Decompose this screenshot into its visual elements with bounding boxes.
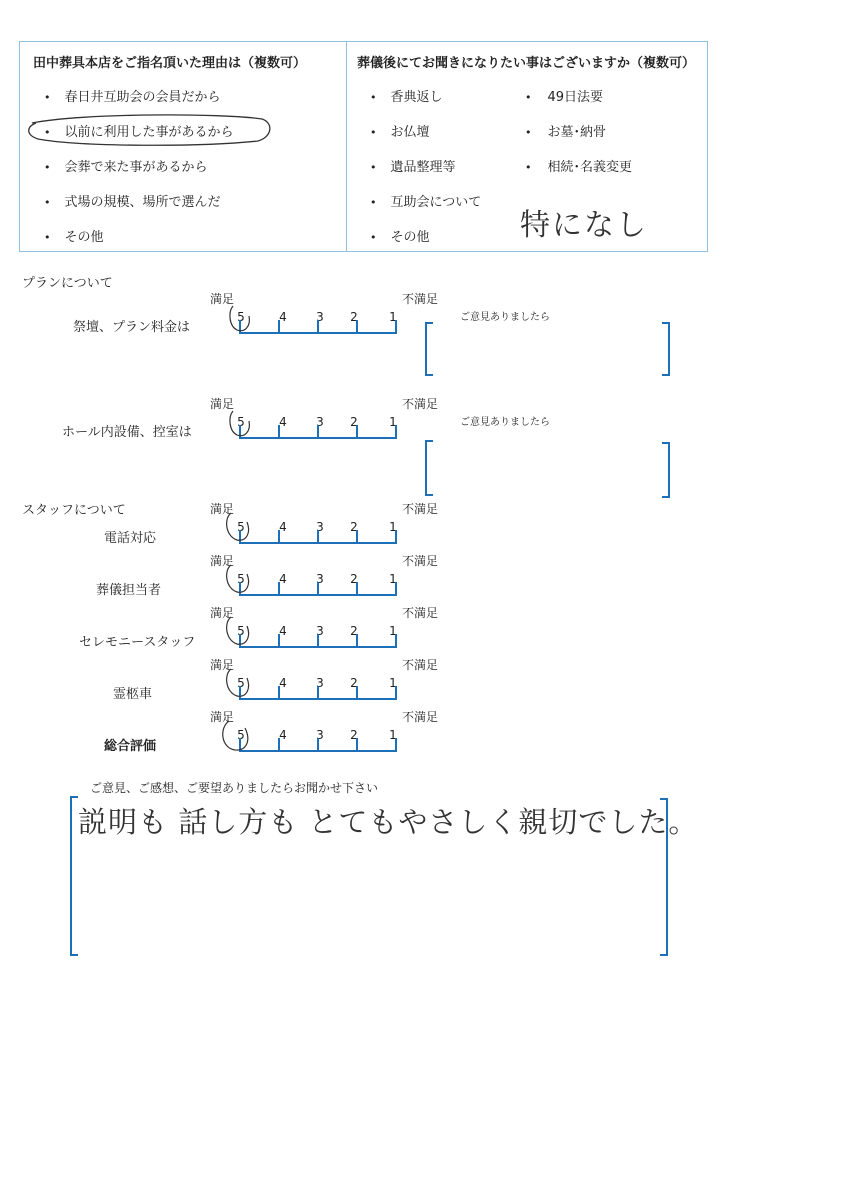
- unsatisfied-label: 不満足: [402, 502, 439, 516]
- comment-box-right[interactable]: [662, 442, 670, 498]
- after-funeral-option[interactable]: • その他: [370, 230, 430, 245]
- rating-scale[interactable]: [205, 290, 455, 360]
- feedback-label: ご意見、ご感想、ご要望ありましたらお聞かせ下さい: [90, 781, 379, 795]
- scale-tick: [395, 634, 397, 647]
- rating-5[interactable]: 5: [237, 520, 245, 534]
- scale-tick: [317, 582, 319, 595]
- reason-option[interactable]: • 春日井互助会の会員だから: [44, 90, 221, 105]
- staff-section-title: スタッフについて: [22, 503, 126, 518]
- comment-box-left[interactable]: [425, 322, 433, 376]
- scale-tick: [395, 738, 397, 751]
- satisfied-label: 満足: [210, 397, 235, 411]
- bullet-icon: •: [370, 231, 377, 244]
- bullet-icon: •: [44, 91, 51, 104]
- scale-tick: [278, 738, 280, 751]
- scale-tick: [317, 686, 319, 699]
- after-funeral-option[interactable]: • 香典返し: [370, 90, 443, 105]
- unsatisfied-label: 不満足: [402, 606, 439, 620]
- rating-5[interactable]: 5: [237, 310, 245, 324]
- reasons-heading: 田中葬具本店をご指名頂いた理由は（複数可）: [33, 56, 307, 71]
- scale-tick: [278, 425, 280, 438]
- rating-1[interactable]: 1: [389, 310, 397, 324]
- satisfied-label: 満足: [210, 658, 235, 672]
- rating-4[interactable]: 4: [279, 624, 287, 638]
- staff-item-label: 霊柩車: [113, 687, 153, 702]
- bullet-icon: •: [525, 91, 532, 104]
- scale-tick: [317, 738, 319, 751]
- plan-item-label: 祭壇、プラン料金は: [73, 320, 191, 335]
- comment-box-left[interactable]: [425, 440, 433, 496]
- bullet-icon: •: [44, 231, 51, 244]
- satisfied-label: 満足: [210, 606, 235, 620]
- rating-4[interactable]: 4: [279, 415, 287, 429]
- staff-item-label: 葬儀担当者: [96, 583, 162, 598]
- scale-tick: [356, 634, 358, 647]
- plan-item-label: ホール内設備、控室は: [62, 425, 192, 440]
- bullet-icon: •: [44, 196, 51, 209]
- plan-section-title: プランについて: [22, 276, 113, 291]
- rating-2[interactable]: 2: [350, 310, 358, 324]
- rating-5[interactable]: 5: [237, 676, 245, 690]
- bullet-icon: •: [44, 126, 51, 139]
- feedback-handwritten: 説明も 話し方も とてもやさしく親切でした。: [78, 805, 699, 839]
- comment-label: ご意見ありましたら: [460, 417, 550, 428]
- rating-3[interactable]: 3: [316, 520, 324, 534]
- rating-3[interactable]: 3: [316, 676, 324, 690]
- scale-tick: [395, 530, 397, 543]
- bullet-icon: •: [370, 126, 377, 139]
- rating-4[interactable]: 4: [279, 572, 287, 586]
- rating-5[interactable]: 5: [237, 728, 245, 742]
- bullet-icon: •: [370, 161, 377, 174]
- rating-2[interactable]: 2: [350, 415, 358, 429]
- scale-tick: [278, 530, 280, 543]
- rating-4[interactable]: 4: [279, 676, 287, 690]
- satisfied-label: 満足: [210, 710, 235, 724]
- rating-scale[interactable]: [205, 708, 455, 778]
- rating-1[interactable]: 1: [389, 676, 397, 690]
- after-funeral-option[interactable]: • 互助会について: [370, 195, 482, 210]
- reason-option[interactable]: • その他: [44, 230, 104, 245]
- rating-2[interactable]: 2: [350, 728, 358, 742]
- scale-tick: [278, 634, 280, 647]
- scale-tick: [278, 582, 280, 595]
- rating-5[interactable]: 5: [237, 572, 245, 586]
- scale-tick: [395, 425, 397, 438]
- reason-option[interactable]: • 以前に利用した事があるから: [44, 125, 234, 140]
- after-funeral-option[interactable]: • 遺品整理等: [370, 160, 456, 175]
- rating-scale[interactable]: [205, 395, 455, 465]
- unsatisfied-label: 不満足: [402, 554, 439, 568]
- rating-3[interactable]: 3: [316, 728, 324, 742]
- after-funeral-option[interactable]: • 49日法要: [525, 90, 604, 105]
- rating-1[interactable]: 1: [389, 624, 397, 638]
- selection-circle-icon: [22, 111, 274, 149]
- scale-tick: [395, 320, 397, 333]
- scale-tick: [356, 320, 358, 333]
- selection-circle-icon: [217, 718, 257, 754]
- bullet-icon: •: [525, 161, 532, 174]
- after-funeral-option[interactable]: • 相続･名義変更: [525, 160, 633, 175]
- scale-tick: [317, 425, 319, 438]
- scale-tick: [317, 320, 319, 333]
- unsatisfied-label: 不満足: [402, 397, 439, 411]
- selection-circle-icon: [227, 407, 257, 439]
- handwritten-answer: 特になし: [520, 208, 648, 243]
- overall-rating-label: 総合評価: [104, 739, 157, 754]
- selection-circle-icon: [223, 666, 257, 700]
- staff-item-label: 電話対応: [104, 531, 157, 546]
- scale-tick: [278, 686, 280, 699]
- rating-5[interactable]: 5: [237, 415, 245, 429]
- reason-option[interactable]: • 会葬で来た事があるから: [44, 160, 208, 175]
- rating-3[interactable]: 3: [316, 415, 324, 429]
- after-funeral-option[interactable]: • お墓･納骨: [525, 125, 607, 140]
- satisfied-label: 満足: [210, 502, 235, 516]
- rating-2[interactable]: 2: [350, 624, 358, 638]
- unsatisfied-label: 不満足: [402, 710, 439, 724]
- staff-item-label: セレモニースタッフ: [79, 635, 196, 650]
- selection-circle-icon: [227, 302, 257, 334]
- rating-3[interactable]: 3: [316, 310, 324, 324]
- scale-tick: [395, 686, 397, 699]
- rating-2[interactable]: 2: [350, 520, 358, 534]
- rating-2[interactable]: 2: [350, 572, 358, 586]
- scale-tick: [356, 686, 358, 699]
- scale-tick: [356, 582, 358, 595]
- rating-4[interactable]: 4: [279, 728, 287, 742]
- selection-circle-icon: [223, 562, 257, 596]
- satisfied-label: 満足: [210, 292, 235, 306]
- scale-tick: [317, 634, 319, 647]
- comment-label: ご意見ありましたら: [460, 312, 550, 323]
- bullet-icon: •: [370, 91, 377, 104]
- rating-3[interactable]: 3: [316, 572, 324, 586]
- reason-option[interactable]: • 式場の規模、場所で選んだ: [44, 195, 221, 210]
- rating-1[interactable]: 1: [389, 728, 397, 742]
- selection-circle-icon: [223, 510, 257, 544]
- table-divider: [346, 41, 347, 252]
- rating-1[interactable]: 1: [389, 520, 397, 534]
- unsatisfied-label: 不満足: [402, 292, 439, 306]
- bullet-icon: •: [44, 161, 51, 174]
- scale-tick: [278, 320, 280, 333]
- rating-5[interactable]: 5: [237, 624, 245, 638]
- scale-tick: [395, 582, 397, 595]
- rating-1[interactable]: 1: [389, 572, 397, 586]
- rating-2[interactable]: 2: [350, 676, 358, 690]
- satisfied-label: 満足: [210, 554, 235, 568]
- feedback-box-left[interactable]: [70, 796, 78, 956]
- scale-tick: [356, 530, 358, 543]
- selection-circle-icon: [223, 614, 257, 648]
- scale-tick: [356, 425, 358, 438]
- bullet-icon: •: [370, 196, 377, 209]
- rating-1[interactable]: 1: [389, 415, 397, 429]
- bullet-icon: •: [525, 126, 532, 139]
- rating-3[interactable]: 3: [316, 624, 324, 638]
- after-funeral-option[interactable]: • お仏壇: [370, 125, 430, 140]
- comment-box-right[interactable]: [662, 322, 670, 376]
- rating-4[interactable]: 4: [279, 520, 287, 534]
- after-funeral-heading: 葬儀後にてお聞きになりたい事はございますか（複数可）: [357, 56, 696, 71]
- rating-4[interactable]: 4: [279, 310, 287, 324]
- unsatisfied-label: 不満足: [402, 658, 439, 672]
- scale-tick: [317, 530, 319, 543]
- scale-tick: [356, 738, 358, 751]
